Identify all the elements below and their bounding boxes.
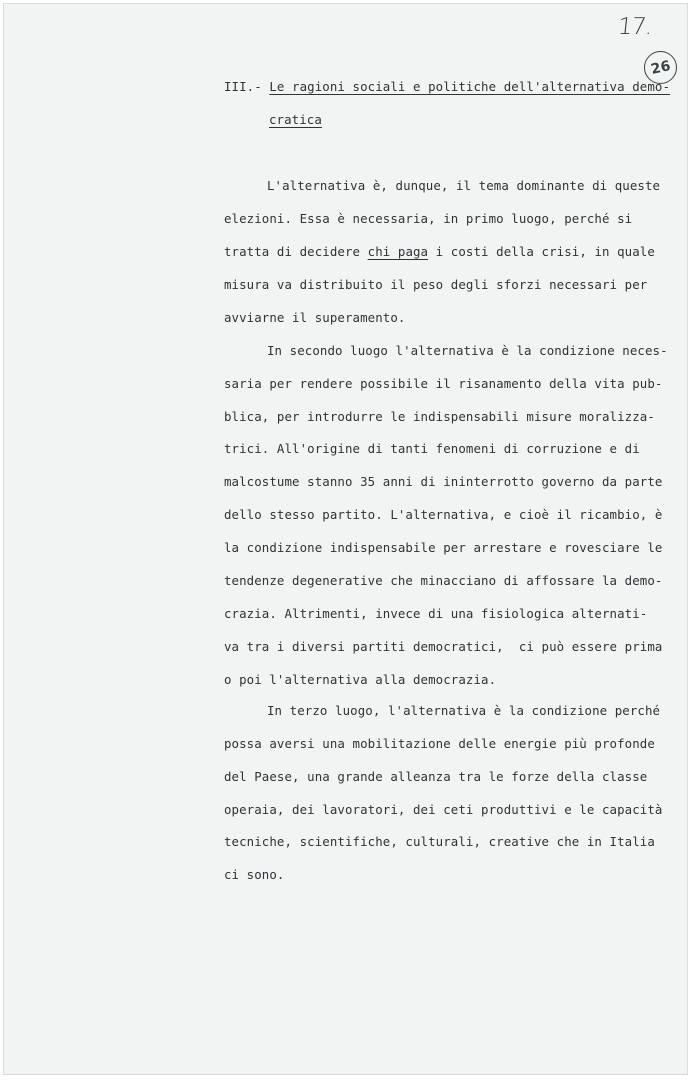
paragraph3-line4: operaia, dei lavoratori, dei ceti produttivi e le capacità: [224, 802, 663, 817]
paragraph2-line8: tendenze degenerative che minacciano di affossare la demo-: [224, 573, 663, 588]
paragraph2-line1: In secondo luogo l'alternativa è la condizione neces-: [267, 343, 668, 358]
paragraph2-line11: o poi l'alternativa alla democrazia.: [224, 672, 497, 687]
heading-prefix: III.-: [224, 79, 270, 94]
paragraph2-line3: blica, per introdurre le indispensabili misure moralizza-: [224, 409, 655, 424]
paragraph2-line7: la condizione indispensabile per arrestare e rovesciare le: [224, 540, 663, 555]
paragraph1-line4: misura va distribuito il peso degli sforzi necessari per: [224, 277, 648, 292]
paragraph1-line2: elezioni. Essa è necessaria, in primo luogo, perché si: [224, 211, 633, 226]
heading-title-line1: Le ragioni sociali e politiche dell'alternativa demo-: [269, 79, 671, 94]
paragraph2-line6: dello stesso partito. L'alternativa, e cioè il ricambio, è: [224, 507, 663, 522]
underlined-phrase: chi paga: [367, 244, 429, 259]
paragraph1-line3-end: i costi della crisi, in quale: [428, 244, 655, 259]
paragraph1-line3: [224, 244, 655, 260]
paragraph3-line5: tecniche, scientifiche, culturali, creative che in Italia: [224, 834, 655, 849]
paragraph2-line9: crazia. Altrimenti, invece di una fisiologica alternati-: [224, 606, 648, 621]
heading-title-line2: cratica: [269, 112, 322, 127]
paragraph1-line5: avviarne il superamento.: [224, 310, 406, 325]
document-page: [3, 3, 688, 1075]
paragraph2-line2: saria per rendere possibile il risanamento della vita pub-: [224, 376, 663, 391]
section-heading: [224, 79, 670, 95]
paragraph3-line3: del Paese, una grande alleanza tra le forze della classe: [224, 769, 648, 784]
paragraph2-line5: malcostume stanno 35 anni di ininterrotto governo da parte: [224, 474, 663, 489]
handwritten-page-number: 17.: [616, 14, 653, 40]
paragraph1-line1: L'alternativa è, dunque, il tema dominante di queste: [267, 178, 661, 193]
paragraph2-line4: trici. All'origine di tanti fenomeni di corruzione e di: [224, 441, 640, 456]
paragraph3-line6: ci sono.: [224, 867, 285, 882]
stamp-number: 26: [649, 57, 672, 78]
paragraph3-line2: possa aversi una mobilitazione delle energie più profonde: [224, 736, 655, 751]
paragraph1-line3-start: tratta di decidere: [224, 244, 368, 259]
paragraph3-line1: In terzo luogo, l'alternativa è la condizione perché: [267, 703, 661, 718]
paragraph2-line10: va tra i diversi partiti democratici, ci può essere prima: [224, 639, 663, 654]
